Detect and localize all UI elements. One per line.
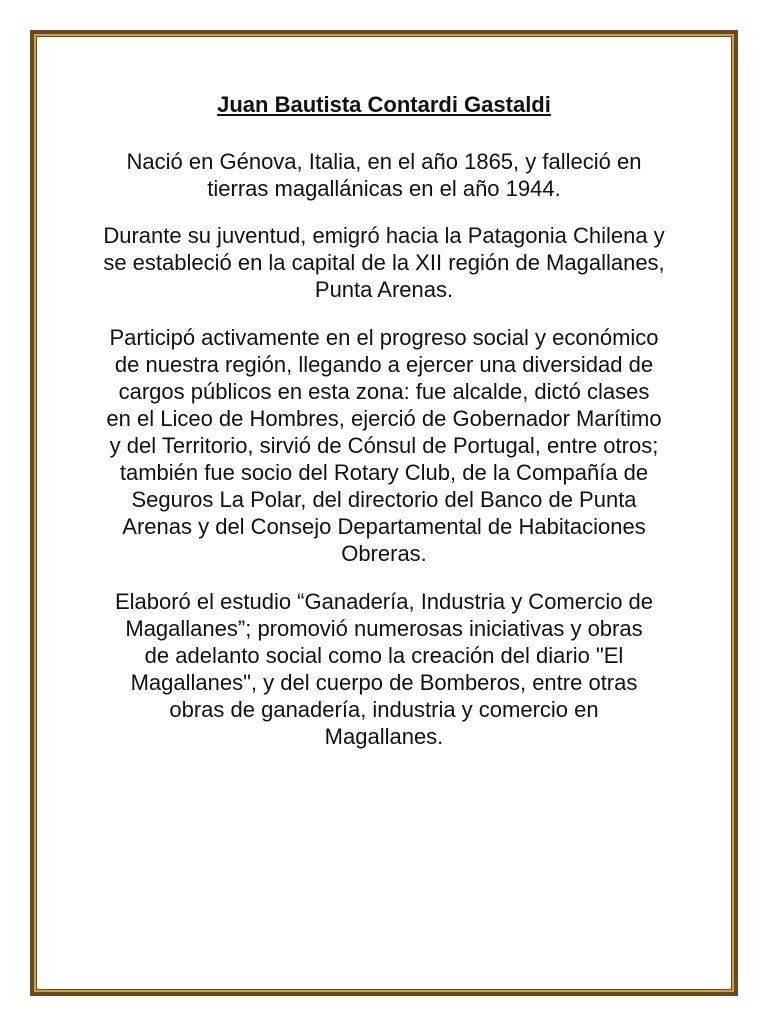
paragraph-birth-death: Nació en Génova, Italia, en el año 1865, y falleció en tierras magallánicas en el año 1944. xyxy=(126,149,642,201)
paragraph-public-roles: Participó activamente en el progreso social y económico de nuestra región, llegando a ejercer una diversidad de cargos públicos en esta zona: fue alcalde, dictó clases en el Liceo de Hombres, ejerció de Gobernador Marítimo y del Territorio, sirvió de Cónsul de Portugal, entre otros; también fue socio del Rotary Club, de la Compañía de Seguros La Polar, del directorio del Banco de Punta Arenas y del Consejo Departamental de Habitaciones Obreras. xyxy=(106,325,662,566)
paragraph-emigration: Durante su juventud, emigró hacia la Patagonia Chilena y se estableció en la capital de la XII región de Magallanes, Punta Arenas. xyxy=(103,223,665,302)
document-title: Juan Bautista Contardi Gastaldi xyxy=(217,92,551,117)
paragraph-initiatives: Elaboró el estudio “Ganadería, Industria y Comercio de Magallanes”; promovió numerosas iniciativas y obras de adelanto social como la creación del diario "El Magallanes", y del cuerpo de Bomberos, entre otras obras de ganadería, industria y comercio en Magallanes. xyxy=(114,589,654,749)
document-content xyxy=(40,60,728,750)
